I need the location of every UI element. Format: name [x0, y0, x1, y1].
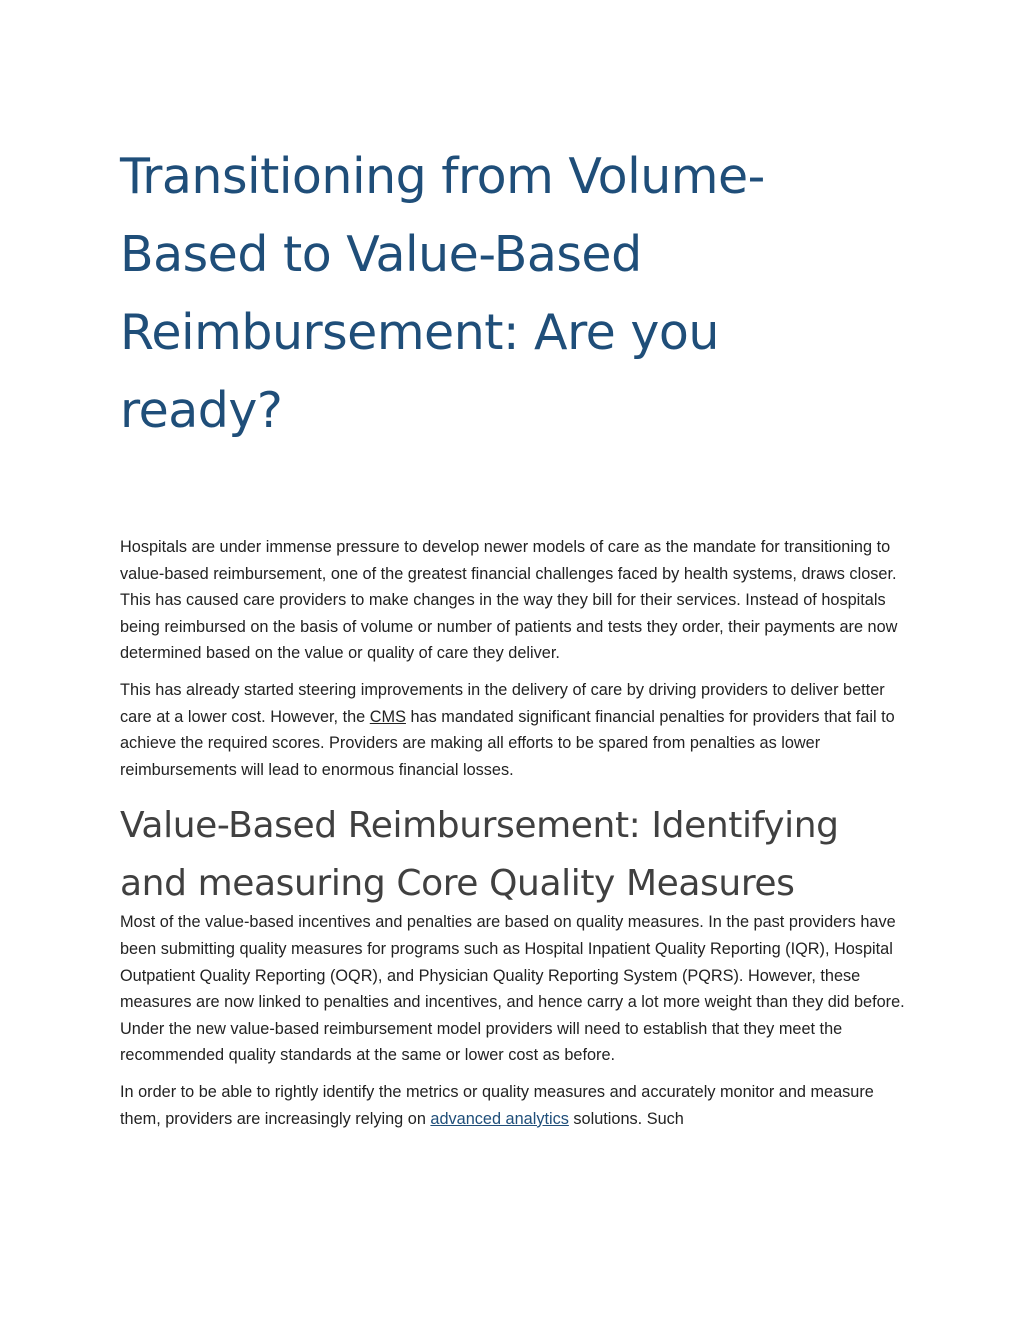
paragraph-cms-text-before: This has already started steering improvements in the delivery of care by driving providers to deliver better care at a lower cost. However, the: [120, 680, 885, 726]
paragraph-analytics-text-after: solutions. Such: [568, 1109, 684, 1128]
paragraph-quality-measures: Most of the value-based incentives and penalties are based on quality measures. In the past providers have been submitting quality measures for programs such as Hospital Inpatient Quality Reporting (IQR), Hospital Outpatient Quality Reporting (OQR), and Physician Quality Reporting System (PQRS). However, these measures are now linked to penalties and incentives, and hence carry a lot more weight than they did before. Under the new value-based reimbursement model providers will need to establish that they meet the recommended quality standards at the same or lower cost as before.: [120, 913, 905, 1065]
section-heading: Value-Based Reimbursement: Identifying and measuring Core Quality Measures: [120, 805, 839, 905]
cms-link[interactable]: CMS: [369, 707, 406, 726]
paragraph-analytics: [120, 1079, 910, 1132]
paragraph-cms: [120, 677, 910, 783]
paragraph-cms-text-after: has mandated significant financial penalties for providers that fail to achieve the required scores. Providers are making all efforts to be spared from penalties as lower reimbursements will lead to enormous financial losses.: [120, 707, 895, 779]
advanced-analytics-link[interactable]: advanced analytics: [430, 1109, 569, 1128]
paragraph-intro: Hospitals are under immense pressure to develop newer models of care as the mandate for transitioning to value-based reimbursement, one of the greatest financial challenges faced by health systems, draws closer. This has caused care providers to make changes in the way they bill for their services. Instead of hospitals being reimbursed on the basis of volume or number of patients and tests they order, their payments are now determined based on the value or quality of care they deliver.: [120, 538, 898, 663]
page-title: Transitioning from Volume-Based to Value-Based Reimbursement: Are you ready?: [120, 148, 765, 439]
article-body: [120, 534, 910, 1132]
paragraph-analytics-text-before: In order to be able to rightly identify the metrics or quality measures and accurately monitor and measure them, providers are increasingly relying on: [120, 1082, 874, 1128]
document-page: [120, 138, 910, 1142]
